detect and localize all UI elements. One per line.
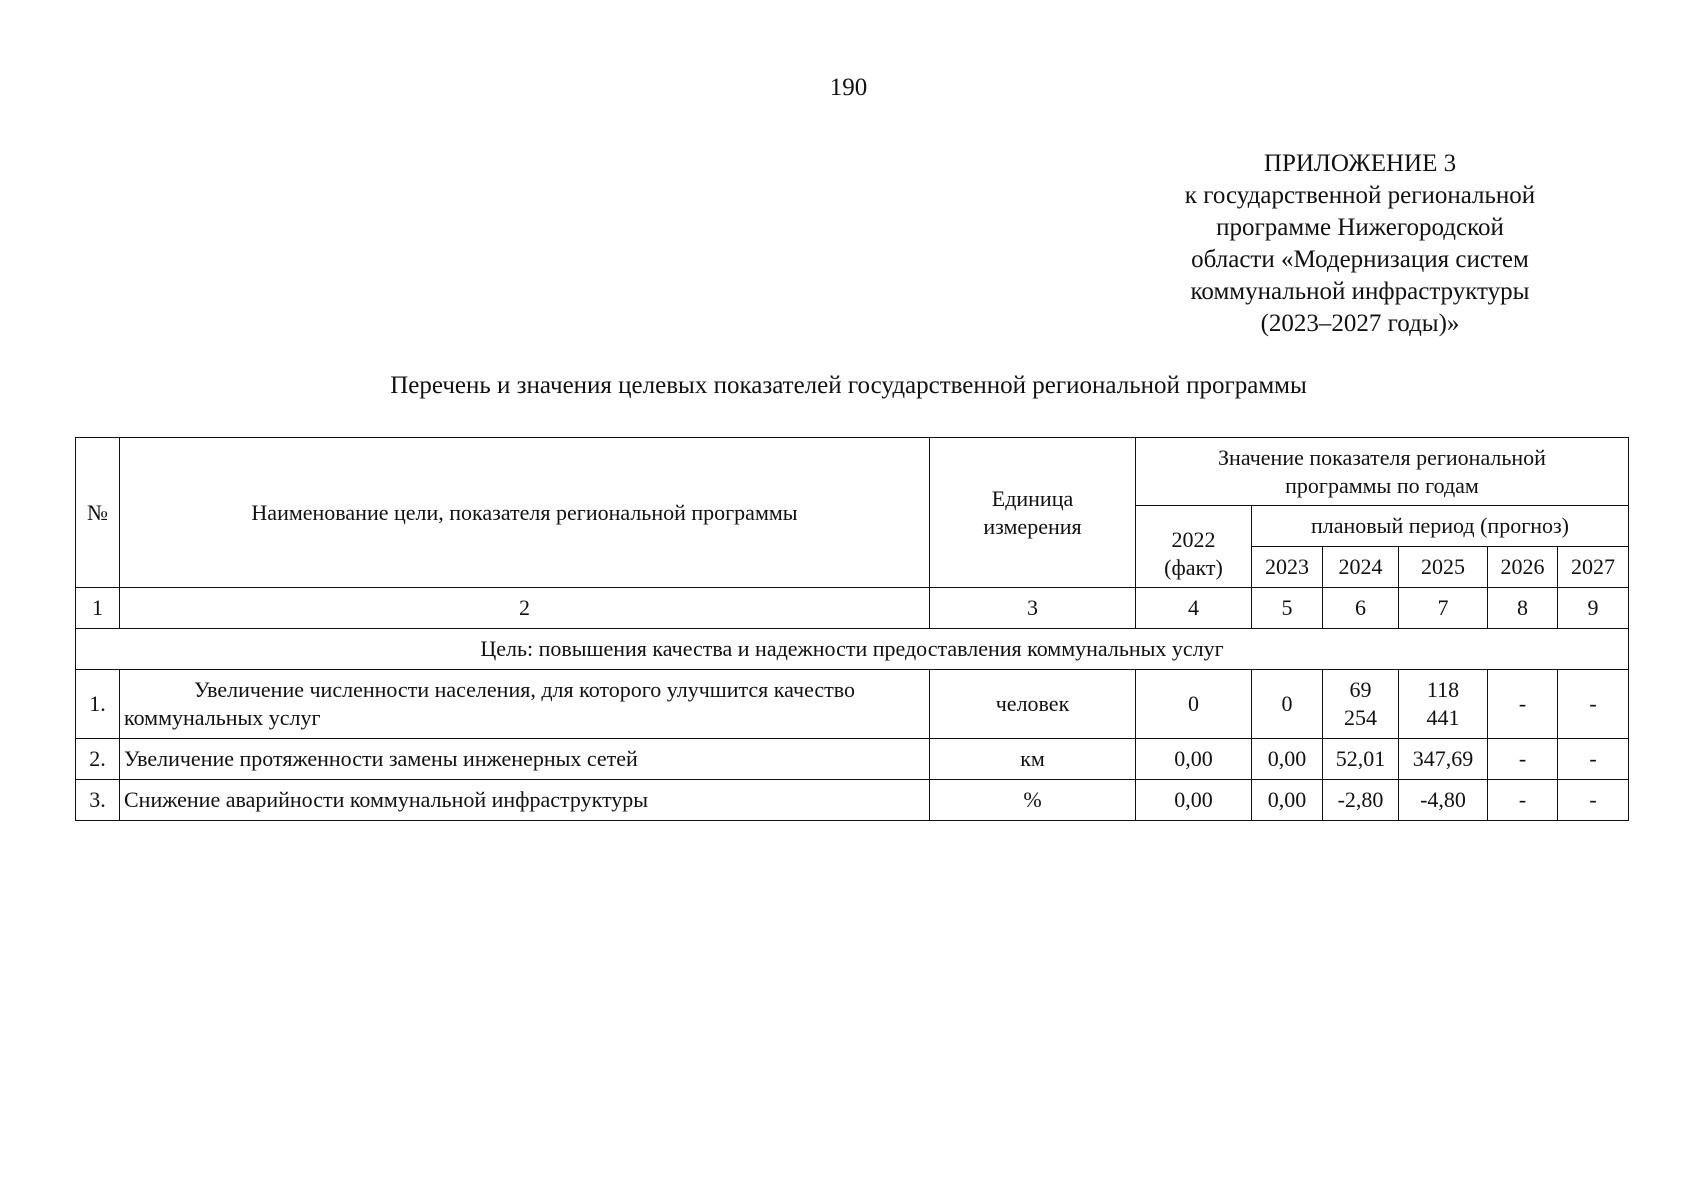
appendix-line: (2023–2027 годы)» [1260, 310, 1460, 337]
row-value-part: 441 [1426, 705, 1460, 730]
goal-row [76, 629, 1629, 670]
header-values-group: Значение показателя региональной программы по годам [1136, 438, 1629, 506]
row-value-2022: 0,00 [1136, 739, 1252, 780]
row-value-part: 118 [1426, 677, 1460, 702]
header-unit-line: измерения [983, 513, 1082, 539]
row-value-2025: 347,69 [1399, 739, 1488, 780]
row-value-2023: 0,00 [1252, 739, 1323, 780]
header-year-2024: 2024 [1323, 547, 1399, 588]
column-index: 2 [120, 588, 930, 629]
row-num: 1. [76, 670, 120, 739]
appendix-line: области «Модернизация систем [1191, 246, 1529, 273]
header-plan-period: плановый период (прогноз) [1252, 506, 1629, 547]
row-value-2025: -4,80 [1399, 780, 1488, 821]
row-num: 2. [76, 739, 120, 780]
row-name: Снижение аварийности коммунальной инфраструктуры [120, 780, 930, 821]
appendix-line: коммунальной инфраструктуры [1190, 278, 1530, 305]
page-number: 190 [829, 74, 868, 101]
header-unit [930, 438, 1136, 588]
header-year-2026: 2026 [1488, 547, 1558, 588]
row-value-2027: - [1558, 739, 1629, 780]
row-unit: км [930, 739, 1136, 780]
row-value-2024 [1323, 670, 1399, 739]
row-value-2023: 0 [1252, 670, 1323, 739]
header-year-2027: 2027 [1558, 547, 1629, 588]
header-fact-year [1136, 506, 1252, 588]
row-value-part: 69 [1349, 677, 1372, 702]
column-index: 4 [1136, 588, 1252, 629]
row-value-2026: - [1488, 670, 1558, 739]
header-name: Наименование цели, показателя региональной программы [120, 438, 930, 588]
row-name: Увеличение протяженности замены инженерных сетей [120, 739, 930, 780]
appendix-heading [1150, 148, 1570, 340]
row-value-2022: 0,00 [1136, 780, 1252, 821]
appendix-line: к государственной региональной [1184, 182, 1536, 209]
row-value-2024: 52,01 [1323, 739, 1399, 780]
table-row [76, 670, 1629, 739]
row-value-2026: - [1488, 739, 1558, 780]
row-num: 3. [76, 780, 120, 821]
column-index: 5 [1252, 588, 1323, 629]
header-num: № [76, 438, 120, 588]
row-value-2027: - [1558, 780, 1629, 821]
column-index: 9 [1558, 588, 1629, 629]
row-value-2024: -2,80 [1323, 780, 1399, 821]
column-index-row [76, 588, 1629, 629]
column-index: 1 [76, 588, 120, 629]
appendix-line: ПРИЛОЖЕНИЕ 3 [1263, 150, 1457, 177]
header-fact-label: (факт) [1164, 554, 1223, 580]
indicators-table [75, 437, 1629, 821]
column-index: 7 [1399, 588, 1488, 629]
row-value-2022: 0 [1136, 670, 1252, 739]
row-value-2023: 0,00 [1252, 780, 1323, 821]
goal-text: Цель: повышения качества и надежности предоставления коммунальных услуг [76, 629, 1629, 670]
header-year-2025: 2025 [1399, 547, 1488, 588]
row-value-2027: - [1558, 670, 1629, 739]
row-value-2025 [1399, 670, 1488, 739]
row-name: Увеличение численности населения, для которого улучшится качество коммунальных услуг [120, 670, 930, 739]
header-fact-year-value: 2022 [1171, 526, 1216, 552]
table-row [76, 739, 1629, 780]
header-unit-line: Единица [991, 485, 1074, 511]
document-title: Перечень и значения целевых показателей государственной региональной программы [390, 372, 1307, 399]
row-unit: человек [930, 670, 1136, 739]
table-row [76, 780, 1629, 821]
appendix-line: программе Нижегородской [1216, 214, 1504, 241]
row-unit: % [930, 780, 1136, 821]
row-value-2026: - [1488, 780, 1558, 821]
column-index: 8 [1488, 588, 1558, 629]
column-index: 3 [930, 588, 1136, 629]
header-year-2023: 2023 [1252, 547, 1323, 588]
row-value-part: 254 [1344, 705, 1377, 730]
column-index: 6 [1323, 588, 1399, 629]
